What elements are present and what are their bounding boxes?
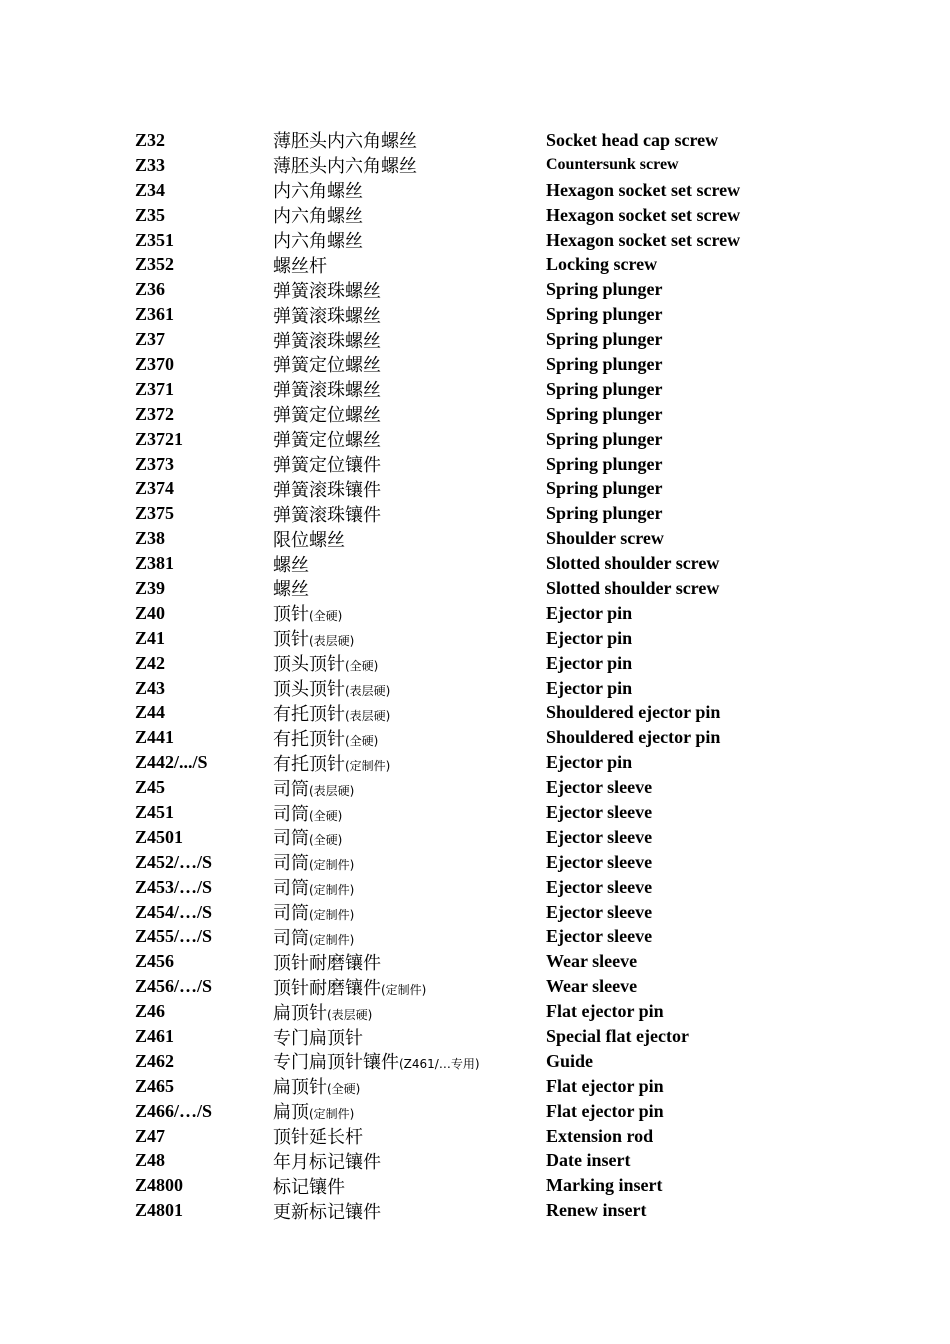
table-row (135, 1074, 855, 1099)
part-code: Z454/…/S (135, 901, 213, 922)
chinese-name-note: (全硬) (327, 1082, 361, 1097)
chinese-name-text: 司筒 (273, 853, 309, 875)
table-row (135, 203, 855, 228)
english-name: Marking insert (546, 1175, 663, 1196)
part-code: Z465 (135, 1075, 175, 1096)
chinese-name (273, 650, 546, 676)
table-row (135, 900, 855, 925)
chinese-name-text: 顶针耐磨镶件 (273, 977, 381, 999)
chinese-name-text: 螺丝 (273, 554, 309, 576)
chinese-name-text: 弹簧定位镶件 (273, 455, 381, 477)
table-row (135, 526, 855, 551)
chinese-name-note: (表层硬) (327, 1007, 373, 1022)
part-code: Z43 (135, 677, 166, 698)
chinese-name (273, 1148, 546, 1174)
table-row (135, 1099, 855, 1124)
chinese-name-text: 内六角螺丝 (273, 206, 363, 228)
chinese-name (273, 252, 546, 278)
chinese-name-text: 顶针 (273, 629, 309, 651)
english-name: Socket head cap screw (546, 129, 719, 150)
table-row (135, 153, 855, 178)
table-row (135, 651, 855, 676)
english-name: Spring plunger (546, 428, 663, 449)
part-code: Z442/.../S (135, 752, 208, 773)
part-code: Z42 (135, 652, 166, 673)
english-name: Locking screw (546, 254, 658, 275)
chinese-name-note: (全硬) (309, 609, 343, 624)
table-row (135, 825, 855, 850)
chinese-name-text: 顶头顶针 (273, 654, 345, 676)
table-row (135, 377, 855, 402)
table-row (135, 750, 855, 775)
chinese-name-note: (表层硬) (345, 684, 391, 699)
chinese-name-text: 弹簧滚珠螺丝 (273, 305, 381, 327)
english-name: Ejector sleeve (546, 901, 653, 922)
chinese-name-note: (表层硬) (345, 708, 391, 723)
table-row (135, 1149, 855, 1174)
chinese-name-text: 顶头顶针 (273, 679, 345, 701)
parts-table (135, 128, 855, 1223)
table-row (135, 327, 855, 352)
part-code: Z39 (135, 577, 166, 598)
english-name: Spring plunger (546, 279, 663, 300)
table-row (135, 277, 855, 302)
chinese-name-text: 薄胚头内六角螺丝 (273, 131, 417, 153)
chinese-name (273, 1198, 546, 1224)
chinese-name-text: 司筒 (273, 903, 309, 925)
part-code: Z352 (135, 254, 175, 275)
english-name: Ejector sleeve (546, 851, 653, 872)
table-row (135, 476, 855, 501)
chinese-name (273, 775, 546, 801)
chinese-name-text: 顶针延长杆 (273, 1127, 363, 1149)
chinese-name-text: 司筒 (273, 828, 309, 850)
chinese-name (273, 127, 546, 153)
chinese-name-text: 螺丝杆 (273, 255, 327, 277)
table-row (135, 352, 855, 377)
chinese-name (273, 476, 546, 502)
chinese-name-note: (定制件) (309, 883, 355, 898)
english-name: Shouldered ejector pin (546, 727, 721, 748)
english-name: Spring plunger (546, 453, 663, 474)
english-name: Hexagon socket set screw (546, 204, 741, 225)
chinese-name (273, 351, 546, 377)
chinese-name (273, 501, 546, 527)
english-name: Extension rod (546, 1125, 654, 1146)
english-name: Wear sleeve (546, 976, 638, 997)
chinese-name-text: 更新标记镶件 (273, 1201, 381, 1223)
chinese-name-text: 顶针 (273, 604, 309, 626)
chinese-name-note: (定制件) (381, 982, 427, 997)
chinese-name (273, 1098, 546, 1124)
table-row (135, 800, 855, 825)
part-code: Z41 (135, 627, 166, 648)
table-row (135, 999, 855, 1024)
chinese-name-text: 年月标记镶件 (273, 1151, 381, 1173)
part-code: Z36 (135, 279, 166, 300)
english-name: Ejector sleeve (546, 876, 653, 897)
chinese-name (273, 725, 546, 751)
table-row (135, 1198, 855, 1223)
part-code: Z40 (135, 602, 166, 623)
chinese-name-text: 专门扁顶针 (273, 1027, 363, 1049)
english-name: Ejector pin (546, 627, 633, 648)
chinese-name (273, 1024, 546, 1050)
part-code: Z456 (135, 951, 175, 972)
chinese-name-text: 薄胚头内六角螺丝 (273, 156, 417, 178)
part-code: Z32 (135, 129, 166, 150)
table-row (135, 501, 855, 526)
chinese-name (273, 700, 546, 726)
english-name: Spring plunger (546, 304, 663, 325)
chinese-name-text: 有托顶针 (273, 728, 345, 750)
chinese-name (273, 277, 546, 303)
table-row (135, 626, 855, 651)
chinese-name (273, 302, 546, 328)
table-row (135, 427, 855, 452)
chinese-name (273, 800, 546, 826)
english-name: Hexagon socket set screw (546, 229, 741, 250)
part-code: Z373 (135, 453, 175, 474)
table-row (135, 974, 855, 999)
part-code: Z451 (135, 801, 175, 822)
chinese-name-text: 司筒 (273, 927, 309, 949)
part-code: Z4801 (135, 1200, 184, 1221)
english-name: Spring plunger (546, 478, 663, 499)
part-code: Z33 (135, 154, 166, 175)
english-name: Ejector pin (546, 652, 633, 673)
part-code: Z4501 (135, 826, 184, 847)
part-code: Z466/…/S (135, 1100, 213, 1121)
chinese-name (273, 824, 546, 850)
table-row (135, 875, 855, 900)
chinese-name (273, 551, 546, 577)
chinese-name-note: (全硬) (309, 808, 343, 823)
table-row (135, 725, 855, 750)
chinese-name-text: 弹簧滚珠镶件 (273, 504, 381, 526)
chinese-name-text: 司筒 (273, 803, 309, 825)
table-row (135, 1124, 855, 1149)
table-row (135, 302, 855, 327)
chinese-name-text: 弹簧定位螺丝 (273, 430, 381, 452)
table-row (135, 576, 855, 601)
english-name: Ejector pin (546, 602, 633, 623)
chinese-name (273, 999, 546, 1025)
chinese-name-note: (全硬) (309, 833, 343, 848)
table-row (135, 402, 855, 427)
table-row (135, 775, 855, 800)
chinese-name-text: 弹簧滚珠镶件 (273, 479, 381, 501)
english-name: Shoulder screw (546, 528, 664, 549)
english-name: Guide (546, 1050, 594, 1071)
part-code: Z46 (135, 1001, 166, 1022)
chinese-name-text: 弹簧定位螺丝 (273, 355, 381, 377)
table-row (135, 925, 855, 950)
part-code: Z453/…/S (135, 876, 213, 897)
part-code: Z370 (135, 353, 175, 374)
chinese-name (273, 1073, 546, 1099)
chinese-name (273, 177, 546, 203)
chinese-name (273, 202, 546, 228)
table-row (135, 676, 855, 701)
part-code: Z47 (135, 1125, 166, 1146)
table-row (135, 178, 855, 203)
part-code: Z35 (135, 204, 166, 225)
table-row (135, 452, 855, 477)
part-code: Z361 (135, 304, 175, 325)
part-code: Z455/…/S (135, 926, 213, 947)
table-row (135, 601, 855, 626)
chinese-name-note: (表层硬) (309, 783, 355, 798)
english-name: Ejector pin (546, 677, 633, 698)
part-code: Z4800 (135, 1175, 184, 1196)
part-code: Z3721 (135, 428, 184, 449)
part-code: Z37 (135, 329, 166, 350)
chinese-name-text: 弹簧滚珠螺丝 (273, 380, 381, 402)
english-name: Special flat ejector (546, 1026, 689, 1046)
part-code: Z461 (135, 1026, 175, 1046)
chinese-name-note: (定制件) (309, 1107, 355, 1122)
chinese-name-text: 司筒 (273, 878, 309, 900)
chinese-name-text: 专门扁顶针镶件 (273, 1052, 399, 1074)
chinese-name (273, 401, 546, 427)
english-name: Countersunk screw (546, 156, 679, 174)
english-name: Spring plunger (546, 353, 663, 374)
chinese-name-text: 标记镶件 (273, 1176, 345, 1198)
table-row (135, 700, 855, 725)
part-code: Z34 (135, 179, 166, 200)
table-row (135, 252, 855, 277)
part-code: Z38 (135, 528, 166, 549)
english-name: Ejector sleeve (546, 826, 653, 847)
chinese-name-text: 弹簧滚珠螺丝 (273, 280, 381, 302)
chinese-name-text: 顶针耐磨镶件 (273, 952, 381, 974)
chinese-name-text: 限位螺丝 (273, 529, 345, 551)
part-code: Z48 (135, 1150, 166, 1171)
chinese-name (273, 849, 546, 875)
chinese-name-text: 有托顶针 (273, 703, 345, 725)
chinese-name-text: 弹簧定位螺丝 (273, 405, 381, 427)
english-name: Ejector sleeve (546, 926, 653, 947)
chinese-name (273, 426, 546, 452)
chinese-name-text: 内六角螺丝 (273, 181, 363, 203)
chinese-name (273, 1048, 546, 1074)
part-code: Z375 (135, 503, 175, 524)
english-name: Flat ejector pin (546, 1100, 664, 1121)
english-name: Spring plunger (546, 503, 663, 524)
chinese-name (273, 974, 546, 1000)
chinese-name-note: (Z461/…专用) (399, 1057, 480, 1072)
table-row (135, 128, 855, 153)
chinese-name-note: (定制件) (345, 758, 391, 773)
chinese-name (273, 949, 546, 975)
table-row (135, 228, 855, 253)
table-row (135, 1024, 855, 1049)
english-name: Spring plunger (546, 329, 663, 350)
part-code: Z45 (135, 777, 166, 798)
chinese-name-text: 扁顶针 (273, 1002, 327, 1024)
part-code: Z351 (135, 229, 175, 250)
chinese-name (273, 227, 546, 253)
chinese-name-note: (全硬) (345, 659, 379, 674)
english-name: Hexagon socket set screw (546, 179, 741, 200)
english-name: Spring plunger (546, 403, 663, 424)
chinese-name (273, 625, 546, 651)
english-name: Ejector sleeve (546, 801, 653, 822)
chinese-name-text: 螺丝 (273, 579, 309, 601)
part-code: Z462 (135, 1050, 175, 1071)
english-name: Flat ejector pin (546, 1001, 664, 1022)
table-row (135, 949, 855, 974)
english-name: Slotted shoulder screw (546, 553, 720, 574)
chinese-name-text: 有托顶针 (273, 753, 345, 775)
chinese-name (273, 1123, 546, 1149)
english-name: Shouldered ejector pin (546, 702, 721, 723)
chinese-name (273, 526, 546, 552)
part-code: Z44 (135, 702, 166, 723)
part-code: Z374 (135, 478, 175, 499)
chinese-name-note: (定制件) (309, 908, 355, 923)
english-name: Slotted shoulder screw (546, 577, 720, 598)
english-name: Renew insert (546, 1200, 647, 1221)
english-name: Ejector sleeve (546, 777, 653, 798)
english-name: Date insert (546, 1150, 631, 1171)
chinese-name (273, 675, 546, 701)
chinese-name-note: (定制件) (309, 858, 355, 873)
chinese-name-text: 内六角螺丝 (273, 231, 363, 253)
chinese-name (273, 327, 546, 353)
chinese-name-note: (定制件) (309, 932, 355, 947)
chinese-name-text: 扁顶 (273, 1102, 309, 1124)
chinese-name (273, 874, 546, 900)
chinese-name (273, 600, 546, 626)
chinese-name (273, 575, 546, 601)
table-row (135, 551, 855, 576)
part-code: Z456/…/S (135, 976, 213, 997)
chinese-name (273, 1173, 546, 1199)
english-name: Flat ejector pin (546, 1075, 664, 1096)
chinese-name (273, 750, 546, 776)
chinese-name (273, 152, 546, 178)
part-code: Z441 (135, 727, 175, 748)
chinese-name-text: 弹簧滚珠螺丝 (273, 330, 381, 352)
chinese-name (273, 451, 546, 477)
part-code: Z371 (135, 378, 175, 399)
chinese-name-text: 扁顶针 (273, 1077, 327, 1099)
chinese-name (273, 376, 546, 402)
chinese-name-text: 司筒 (273, 778, 309, 800)
chinese-name (273, 924, 546, 950)
chinese-name (273, 899, 546, 925)
table-row (135, 1049, 855, 1074)
chinese-name-note: (表层硬) (309, 634, 355, 649)
english-name: Wear sleeve (546, 951, 638, 972)
table-row (135, 850, 855, 875)
english-name: Ejector pin (546, 752, 633, 773)
english-name: Spring plunger (546, 378, 663, 399)
part-code: Z452/…/S (135, 851, 213, 872)
part-code: Z381 (135, 553, 175, 574)
part-code: Z372 (135, 403, 175, 424)
table-row (135, 1173, 855, 1198)
chinese-name-note: (全硬) (345, 733, 379, 748)
